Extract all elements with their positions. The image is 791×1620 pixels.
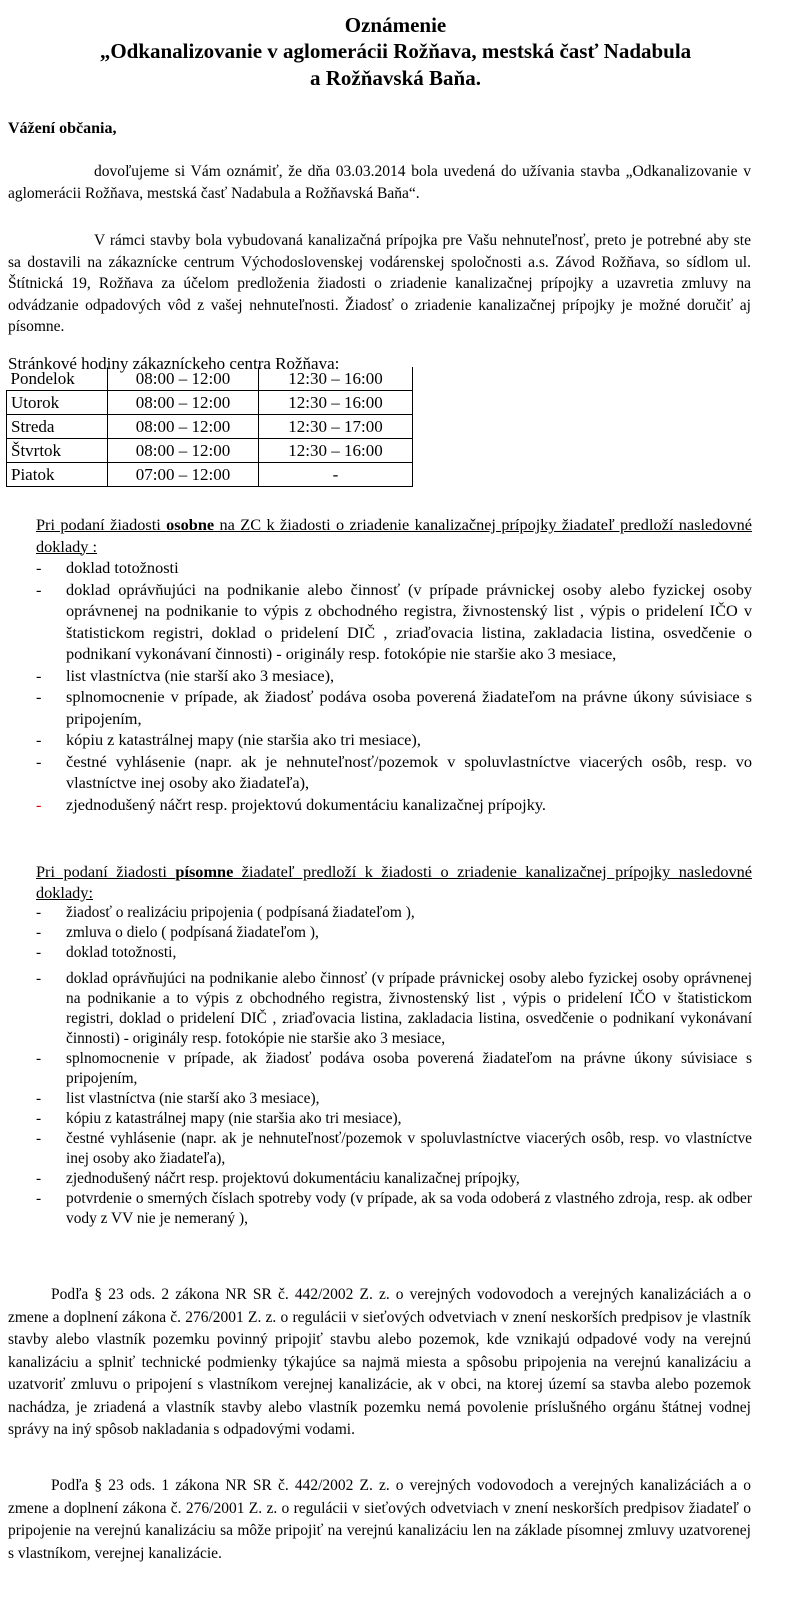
list-item: - kópiu z katastrálnej mapy (nie staršia ako tri mesiace), (36, 1109, 752, 1129)
document-title: Oznámenie (344, 13, 447, 37)
personal-submission-intro: Pri podaní žiadosti osobne na ZC k žiadosti o zriadenie kanalizačnej prípojky žiadateľ predloží nasledovné doklady : (36, 515, 752, 556)
list-item: - zjednodušený náčrt resp. projektovú dokumentáciu kanalizačnej prípojky. (36, 794, 752, 816)
list-item: - zmluva o dielo ( podpísaná žiadateľom ), (36, 923, 752, 943)
table-row (7, 463, 413, 487)
afternoon-hours-cell: - (259, 463, 413, 487)
document-subtitle-line1: „Odkanalizovanie v aglomerácii Rožňava, mestská časť Nadabula (99, 39, 692, 63)
emphasis-osobne: osobne (166, 515, 215, 534)
intro-paragraph: dovoľujeme si Vám oznámiť, že dňa 03.03.2014 bola uvedená do užívania stavba „Odkanalizovanie v aglomerácii Rožňava, mestská časť Nadabula a Rožňavská Baňa“. (8, 163, 751, 202)
table-row (7, 439, 413, 463)
connection-paragraph: V rámci stavby bola vybudovaná kanalizačná prípojka pre Vašu nehnuteľnosť, preto je potrebné aby ste sa dostavili na zákaznícke centrum Východoslovenskej vodárenskej spoločnosti a.s. Závod Rožňava, so sídlom ul. Štítnická 19, Rožňava za účelom predloženia žiadosti o zriadenie kanalizačnej prípojky a uzavretia zmluvy na odvádzanie odpadových vôd z vašej nehnuteľnosti. Žiadosť o zriadenie kanalizačnej prípojky je možné doručiť aj písomne. (8, 232, 751, 335)
written-submission-section (36, 861, 752, 1229)
list-item: - splnomocnenie v prípade, ak žiadosť podáva osoba poverená žiadateľom na právne úkony súvisiace s pripojením, (36, 1049, 752, 1089)
list-item: - doklad oprávňujúci na podnikanie alebo činnosť (v prípade právnickej osoby alebo fyzickej osoby oprávnenej na podnikanie to výpis z obchodného registra, živnostenský list , výpis o pridelení IČO v štatistickom registri, doklad o pridelení DIČ , zriaďovacia listina, zakladacia listina, osvedčenie o podnikaní vykonávaní činnosti) - originály resp. fotokópie nie staršie ako 3 mesiace, (36, 579, 752, 665)
salutation: Vážení občania, (8, 120, 117, 137)
day-cell: Piatok (7, 463, 108, 487)
list-item: - doklad totožnosti, (36, 943, 752, 963)
list-item: - čestné vyhlásenie (napr. ak je nehnuteľnosť/pozemok v spoluvlastníctve viacerých osôb, resp. vo vlastníctve inej osoby ako žiadateľa), (36, 1129, 752, 1169)
morning-hours-cell: 08:00 – 12:00 (108, 415, 259, 439)
written-submission-intro: Pri podaní žiadosti písomne žiadateľ predloží k žiadosti o zriadenie kanalizačnej prípojky nasledovné doklady: (36, 862, 752, 902)
list-item: - čestné vyhlásenie (napr. ak je nehnuteľnosť/pozemok v spoluvlastníctve viacerých osôb, resp. vo vlastníctve inej osoby ako žiadateľa), (36, 751, 752, 794)
list-item: - potvrdenie o smerných číslach spotreby vody (v prípade, ak sa voda odoberá z vlastného zdroja, resp. ak odber vody z VV nie je nemeraný ), (36, 1189, 752, 1229)
list-item: - splnomocnenie v prípade, ak žiadosť podáva osoba poverená žiadateľom na právne úkony súvisiace s pripojením, (36, 686, 752, 729)
morning-hours-cell: 08:00 – 12:00 (108, 367, 259, 391)
afternoon-hours-cell: 12:30 – 16:00 (259, 439, 413, 463)
day-cell: Streda (7, 415, 108, 439)
legal-paragraph-connection-duty: Podľa § 23 ods. 2 zákona NR SR č. 442/2002 Z. z. o verejných vodovodoch a verejných kanalizáciách a o zmene a doplnení zákona č. 276/2001 Z. z. o regulácii v sieťových odvetviach v znení neskorších predpisov je vlastník stavby alebo vlastník pozemku povinný pripojiť stavbu alebo pozemok, kde vznikajú odpadové vody na verejnú kanalizáciu a splniť technické podmienky týkajúce sa najmä miesta a spôsobu pripojenia na verejnú kanalizáciu a uzatvoriť zmluvu o pripojení s vlastníkom verejnej kanalizácie, ak v obci, na ktorej území sa stavba alebo pozemok nachádza, je zriadená a vlastník stavby alebo vlastník pozemku nemá povolenie príslušného orgánu štátnej vodnej správy na iný spôsob nakladania s odpadovými vodami. (8, 1286, 751, 1438)
personal-documents-list (36, 557, 752, 815)
table-row (7, 367, 413, 391)
document-subtitle-line2: a Rožňavská Baňa. (310, 66, 481, 90)
written-documents-list (36, 903, 752, 1229)
list-item: - kópiu z katastrálnej mapy (nie staršia ako tri mesiace), (36, 729, 752, 751)
list-item: - list vlastníctva (nie starší ako 3 mesiace), (36, 665, 752, 687)
morning-hours-cell: 08:00 – 12:00 (108, 391, 259, 415)
table-row (7, 391, 413, 415)
personal-submission-section (36, 514, 752, 815)
office-hours-title: Stránkové hodiny zákazníckeho centra Rožňava: (8, 354, 340, 373)
office-hours-table (6, 367, 413, 487)
list-item: - žiadosť o realizáciu pripojenia ( podpísaná žiadateľom ), (36, 903, 752, 923)
morning-hours-cell: 07:00 – 12:00 (108, 463, 259, 487)
list-item: - list vlastníctva (nie starší ako 3 mesiace), (36, 1089, 752, 1109)
table-row (7, 415, 413, 439)
day-cell: Pondelok (7, 367, 108, 391)
list-item: - doklad totožnosti (36, 557, 752, 579)
day-cell: Utorok (7, 391, 108, 415)
list-item: - zjednodušený náčrt resp. projektovú dokumentáciu kanalizačnej prípojky, (36, 1169, 752, 1189)
afternoon-hours-cell: 12:30 – 16:00 (259, 367, 413, 391)
emphasis-pisomne: písomne (175, 862, 234, 881)
legal-paragraph-written-contract: Podľa § 23 ods. 1 zákona NR SR č. 442/2002 Z. z. o verejných vodovodoch a verejných kanalizáciách a o zmene a doplnení zákona č. 276/2001 Z. z. o regulácii v sieťových odvetviach v znení neskorších predpisov žiadateľ o pripojenie na verejnú kanalizáciu sa môže pripojiť na verejnú kanalizáciu len na základe písomnej zmluvy uzatvorenej s vlastníkom, verejnej kanalizácie. (8, 1477, 751, 1562)
morning-hours-cell: 08:00 – 12:00 (108, 439, 259, 463)
afternoon-hours-cell: 12:30 – 17:00 (259, 415, 413, 439)
list-item: - doklad oprávňujúci na podnikanie alebo činnosť (v prípade právnickej osoby alebo fyzickej osoby oprávnenej na podnikanie a to výpis z obchodného registra, živnostenský list , výpis o pridelení IČO v štatistickom registri, doklad o pridelení DIČ , zriaďovacia listina, zakladacia listina, osvedčenie o podnikaní vykonávaní činnosti) - originály resp. fotokópie nie staršie ako 3 mesiace, (36, 969, 752, 1049)
day-cell: Štvrtok (7, 439, 108, 463)
afternoon-hours-cell: 12:30 – 16:00 (259, 391, 413, 415)
